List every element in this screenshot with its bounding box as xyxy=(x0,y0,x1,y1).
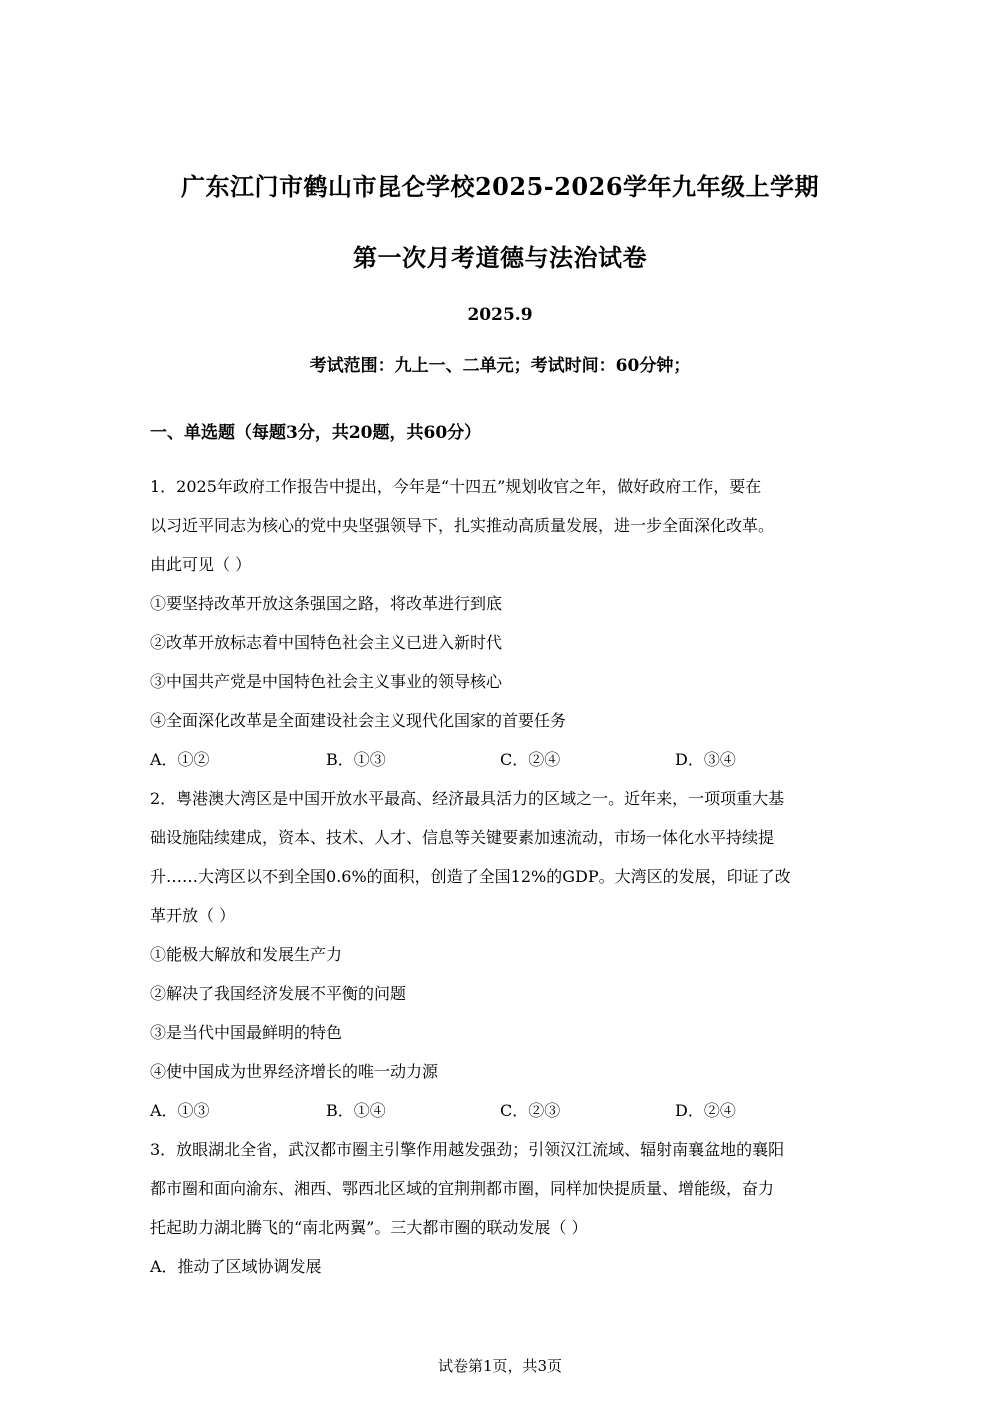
question-1-statement-1: ①要坚持改革开放这条强国之路，将改革进行到底 xyxy=(150,594,503,613)
question-1-option-b[interactable]: B．①③ xyxy=(326,750,386,769)
question-2-statement-2: ②解决了我国经济发展不平衡的问题 xyxy=(150,984,407,1003)
question-1-option-a[interactable]: A．①② xyxy=(150,750,210,769)
question-2-stem-line-3: 升……大湾区以不到全国0.6%的面积，创造了全国12%的GDP。大湾区的发展，印证了改 xyxy=(150,867,791,886)
exam-title-line2: 第一次月考道德与法治试卷 xyxy=(353,243,647,272)
section-heading: 一、单选题（每题3分，共20题，共60分） xyxy=(150,423,482,443)
question-1-option-c[interactable]: C．②④ xyxy=(500,750,561,769)
exam-date: 2025.9 xyxy=(467,305,533,325)
question-3-stem-line-1: 3．放眼湖北全省，武汉都市圈主引擎作用越发强劲；引领汉江流域、辐射南襄盆地的襄阳 xyxy=(150,1140,785,1159)
question-2-stem-line-2: 础设施陆续建成，资本、技术、人才、信息等关键要素加速流动，市场一体化水平持续提 xyxy=(150,828,775,847)
question-2-statement-4: ④使中国成为世界经济增长的唯一动力源 xyxy=(150,1062,439,1081)
question-2-statement-1: ①能极大解放和发展生产力 xyxy=(150,945,343,964)
question-3-stem-line-2: 都市圈和面向渝东、湘西、鄂西北区域的宜荆荆都市圈，同样加快提质量、增能级，奋力 xyxy=(150,1179,775,1198)
page-footer: 试卷第1页，共3页 xyxy=(437,1357,563,1375)
question-2-option-d[interactable]: D．②④ xyxy=(675,1101,736,1120)
question-1-stem-line-3: 由此可见（ ） xyxy=(150,555,252,574)
question-3-option-a[interactable]: A．推动了区域协调发展 xyxy=(150,1257,322,1276)
question-1-statement-3: ③中国共产党是中国特色社会主义事业的领导核心 xyxy=(150,672,503,691)
question-2-option-c[interactable]: C．②③ xyxy=(500,1101,561,1120)
exam-title-line1: 广东江门市鹤山市昆仑学校2025-2026学年九年级上学期 xyxy=(180,172,820,201)
question-2-option-b[interactable]: B．①④ xyxy=(326,1101,386,1120)
question-2-option-a[interactable]: A．①③ xyxy=(150,1101,210,1120)
question-2-stem-line-4: 革开放（ ） xyxy=(150,906,236,925)
question-1-stem-line-1: 1．2025年政府工作报告中提出，今年是“十四五”规划收官之年，做好政府工作，要在 xyxy=(150,477,762,496)
question-2-stem-line-1: 2．粤港澳大湾区是中国开放水平最高、经济最具活力的区域之一。近年来，一项项重大基 xyxy=(150,789,785,808)
question-1-statement-2: ②改革开放标志着中国特色社会主义已进入新时代 xyxy=(150,633,503,652)
question-2-statement-3: ③是当代中国最鲜明的特色 xyxy=(150,1023,343,1042)
question-1-option-d[interactable]: D．③④ xyxy=(675,750,736,769)
exam-scope: 考试范围：九上一、二单元；考试时间：60分钟； xyxy=(309,356,691,376)
question-1-stem-line-2: 以习近平同志为核心的党中央坚强领导下，扎实推动高质量发展，进一步全面深化改革。 xyxy=(150,516,775,535)
question-3-stem-line-3: 托起助力湖北腾飞的“南北两翼”。三大都市圈的联动发展（ ） xyxy=(150,1218,588,1237)
question-1-statement-4: ④全面深化改革是全面建设社会主义现代化国家的首要任务 xyxy=(150,711,567,730)
